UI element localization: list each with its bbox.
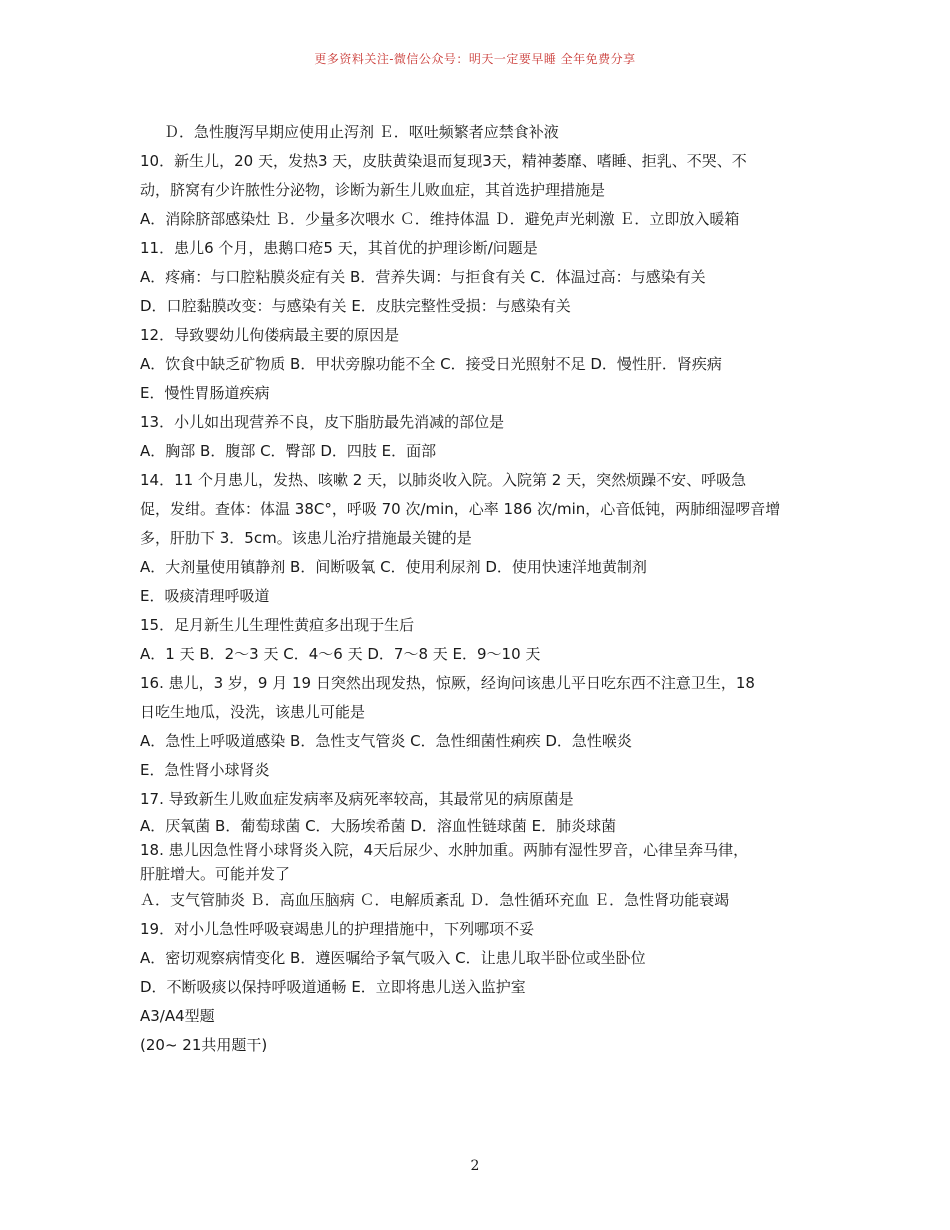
question-14-options: A．大剂量使用镇静剂 B．间断吸氧 C．使用利尿剂 D．使用快速洋地黄制剂 bbox=[140, 558, 647, 576]
question-16-options: A．急性上呼吸道感染 B．急性支气管炎 C．急性细菌性痢疾 D．急性喉炎 bbox=[140, 732, 632, 750]
question-17-stem: 17. 导致新生儿败血症发病率及病死率较高，其最常见的病原菌是 bbox=[140, 790, 574, 808]
question-12-options: A．饮食中缺乏矿物质 B．甲状旁腺功能不全 C．接受日光照射不足 D．慢性肝．肾疾病 bbox=[140, 355, 722, 373]
text-line: Ｄ．急性腹泻早期应使用止泻剂 Ｅ．呕吐频繁者应禁食补液 bbox=[164, 123, 559, 141]
question-19-options: A．密切观察病情变化 B．遵医嘱给予氧气吸入 C．让患儿取半卧位或坐卧位 bbox=[140, 949, 646, 967]
question-14-stem: 促，发绀。查体：体温 38C°，呼吸 70 次/min，心率 186 次/min，心音低钝，两肺细湿啰音增 bbox=[140, 500, 781, 518]
question-11-options: D．口腔黏膜改变：与感染有关 E．皮肤完整性受损：与感染有关 bbox=[140, 297, 571, 315]
document-body bbox=[140, 118, 830, 1060]
question-18-stem: 18. 患儿因急性肾小球肾炎入院，4天后尿少、水肿加重。两肺有湿性罗音，心律呈奔马律， bbox=[140, 841, 749, 859]
question-15-options: A．1 天 B．2～3 天 C．4～6 天 D．7～8 天 E．9～10 天 bbox=[140, 645, 541, 663]
question-12-options: E．慢性胃肠道疾病 bbox=[140, 384, 270, 402]
question-19-stem: 19．对小儿急性呼吸衰竭患儿的护理措施中，下列哪项不妥 bbox=[140, 920, 535, 938]
question-16-stem: 16. 患儿，3 岁，9 月 19 日突然出现发热，惊厥，经询问该患儿平日吃东西不注意卫生，18 bbox=[140, 674, 755, 692]
question-12-stem: 12．导致婴幼儿佝偻病最主要的原因是 bbox=[140, 326, 400, 344]
question-14-stem: 多，肝肋下 3．5cm。该患儿治疗措施最关键的是 bbox=[140, 529, 472, 547]
shared-stem-note: (20~ 21共用题干) bbox=[140, 1036, 268, 1054]
page-header-banner: 更多资料关注-微信公众号：明天一定要早睡 全年免费分享 bbox=[314, 52, 636, 66]
question-10-stem: 动，脐窝有少许脓性分泌物，诊断为新生儿败血症，其首选护理措施是 bbox=[140, 181, 606, 199]
question-10-stem: 10．新生儿，20 天，发热3 天，皮肤黄染退而复现3天，精神萎靡、嗜睡、拒乳、不哭、不 bbox=[140, 152, 747, 170]
question-13-stem: 13．小儿如出现营养不良，皮下脂肪最先消减的部位是 bbox=[140, 413, 505, 431]
page-number: 2 bbox=[470, 1158, 480, 1174]
question-11-stem: 11．患儿6 个月，患鹅口疮5 天，其首优的护理诊断/问题是 bbox=[140, 239, 538, 257]
question-19-options: D．不断吸痰以保持呼吸道通畅 E．立即将患儿送入监护室 bbox=[140, 978, 526, 996]
question-11-options: A．疼痛：与口腔粘膜炎症有关 B．营养失调：与拒食有关 C．体温过高：与感染有关 bbox=[140, 268, 706, 286]
question-18-stem: 肝脏增大。可能并发了 bbox=[140, 865, 291, 883]
question-17-options: A．厌氧菌 B．葡萄球菌 C．大肠埃希菌 D．溶血性链球菌 E．肺炎球菌 bbox=[140, 817, 617, 835]
section-heading: A3/A4型题 bbox=[140, 1007, 215, 1025]
question-13-options: A．胸部 B．腹部 C．臀部 D．四肢 E．面部 bbox=[140, 442, 437, 460]
question-15-stem: 15．足月新生儿生理性黄疸多出现于生后 bbox=[140, 616, 415, 634]
question-16-options: E．急性肾小球肾炎 bbox=[140, 761, 270, 779]
question-14-stem: 14．11 个月患儿，发热、咳嗽 2 天，以肺炎收入院。入院第 2 天，突然烦躁不安、呼吸急 bbox=[140, 471, 747, 489]
question-10-options: A．消除脐部感染灶 Ｂ．少量多次喂水 Ｃ．维持体温 Ｄ．避免声光刺激 Ｅ．立即放入暖箱 bbox=[140, 210, 740, 228]
question-18-options: Ａ．支气管肺炎 Ｂ．高血压脑病 Ｃ．电解质紊乱 Ｄ．急性循环充血 Ｅ．急性肾功能衰竭 bbox=[140, 891, 730, 909]
question-14-options: E．吸痰清理呼吸道 bbox=[140, 587, 270, 605]
question-16-stem: 日吃生地瓜，没洗，该患儿可能是 bbox=[140, 703, 366, 721]
